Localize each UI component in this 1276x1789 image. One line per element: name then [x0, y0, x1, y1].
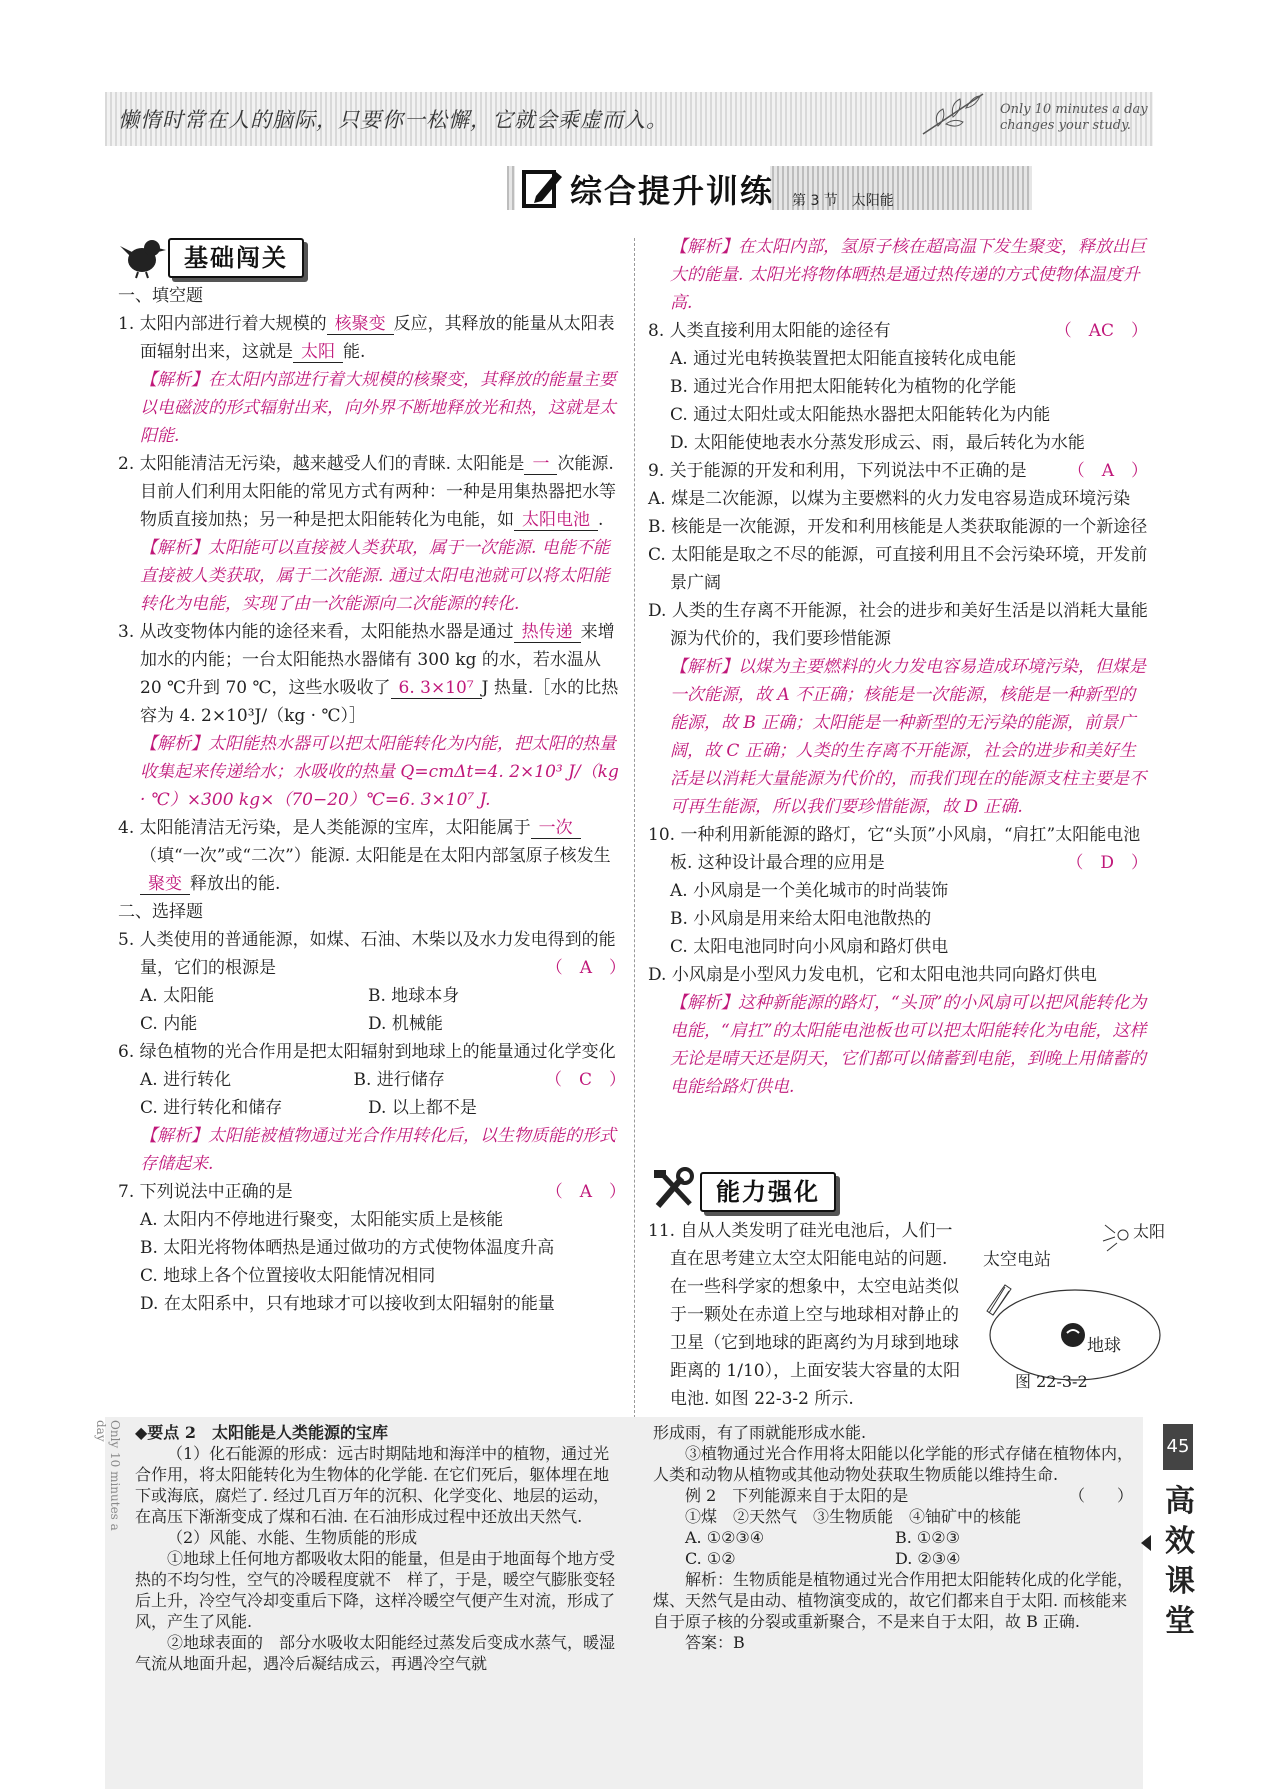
- question-8: 8. 人类直接利用太阳能的途径有 （ AC ）: [648, 317, 1148, 345]
- q7-option-c: C. 地球上各个位置接收太阳能情况相同: [140, 1266, 436, 1286]
- q8-option-d: D. 太阳能使地表水分蒸发形成云、雨，最后转化为水能: [670, 433, 1085, 453]
- label-sun: 太阳: [1133, 1222, 1166, 1241]
- q7-answer: （ A ）: [545, 1182, 626, 1202]
- q8-option-a: A. 通过光电转换装置把太阳能直接转化成电能: [670, 349, 1017, 369]
- question-1: 1. 太阳内部进行着大规模的 核聚变 反应，其释放的能量从太阳表面辐射出来，这就是 太阳 能.: [118, 314, 615, 362]
- q5-option-b: B. 地球本身: [368, 986, 460, 1006]
- point-title: ◆要点 2 太阳能是人类能源的宝库: [135, 1423, 389, 1442]
- label-earth: 地球: [1087, 1336, 1121, 1356]
- side-label-char-2: 效: [1165, 1524, 1195, 1559]
- header-english-slogan: [1000, 102, 1148, 134]
- ability-banner: [652, 1172, 892, 1210]
- side-label-char-4: 堂: [1165, 1604, 1195, 1639]
- q10-option-d: D. 小风扇是小型风力发电机，它和太阳电池共同向路灯供电: [648, 965, 1097, 985]
- question-3: 3. 从改变物体内能的途径来看，太阳能热水器是通过 热传递 来增加水的内能；一台太阳能热水器储有 300 kg 的水，若水温从 20 ℃升到 70 ℃，这些水吸收了 6. 3×10⁷ J 热量.［水的比热容为 4. 2×10³J/（kg · ℃）］: [118, 622, 619, 726]
- q6-option-d: D. 以上都不是: [368, 1098, 477, 1118]
- page-title: 综合提升训练: [570, 172, 775, 210]
- point-para-1: （1）化石能源的形成：远古时期陆地和海洋中的植物，通过光合作用，将太阳能转化为生物体的化学能. 在它们死后，躯体埋在地下或海底，腐烂了. 经过几百万年的沉积、化学变化、地层的运动，在高压下渐渐变成了煤和石油. 在石油形成过程中还放出天然气.: [135, 1444, 610, 1526]
- column-divider: [634, 238, 635, 1418]
- question-4: 4. 太阳能清洁无污染，是人类能源的宝库，太阳能属于 一次（填“一次”或“二次”）能源. 太阳能是在太阳内部氢原子核发生聚变 释放出的能.: [118, 818, 611, 894]
- basic-banner-label: 基础闯关: [168, 238, 304, 278]
- q6-option-a: A. 进行转化: [140, 1070, 232, 1090]
- point-para-2: （2）风能、水能、生物质能的形成: [167, 1528, 418, 1547]
- q10-option-a: A. 小风扇是一个美化城市的时尚装饰: [670, 881, 949, 901]
- q6-option-c: C. 进行转化和储存: [140, 1098, 283, 1118]
- q4-answer-1: 一次: [531, 818, 581, 839]
- point-para-4: ②地球表面的 部分水吸收太阳能经过蒸发后变成水蒸气，暖湿气流从地面升起，遇冷后凝结成云，再遇冷空气就: [135, 1633, 616, 1673]
- q6-option-b: B. 进行储存: [353, 1070, 445, 1090]
- question-11-block: [648, 1217, 968, 1413]
- question-10: 10. 一种利用新能源的路灯，它“头顶”小风扇，“肩扛”太阳能电池板. 这种设计最合理的应用是 （ D ）: [648, 821, 1148, 877]
- q5-option-a: A. 太阳能: [140, 986, 215, 1006]
- q1-answer-2: 太阳: [293, 342, 343, 363]
- q9-answer: （ A ）: [1067, 461, 1148, 481]
- q9-option-a: A. 煤是二次能源，以煤为主要燃料的火力发电容易造成环境污染: [648, 489, 1131, 509]
- choice-heading: 二、选择题: [118, 902, 203, 922]
- side-english-text: Only 10 minutes a day: [94, 1420, 122, 1531]
- pencil-icon: [520, 166, 564, 210]
- q5-options-row-1: [118, 982, 626, 1010]
- question-6: 6. 绿色植物的光合作用是把太阳辐射到地球上的能量通过化学变化 （ C ）: [118, 1038, 626, 1066]
- figure-space-station: [975, 1215, 1166, 1391]
- side-label-char-1: 高: [1165, 1484, 1195, 1519]
- sun-icon: [1103, 1225, 1128, 1251]
- q4-answer-2: 聚变: [140, 874, 190, 895]
- example-option-b: B. ①②③: [895, 1528, 960, 1547]
- q8-answer: （ AC ）: [1054, 321, 1148, 341]
- triangle-pointer-icon: [1141, 1535, 1151, 1551]
- bird-icon: [120, 234, 166, 278]
- example-paren: （ ）: [1068, 1486, 1133, 1505]
- example-option-d: D. ②③④: [895, 1549, 961, 1568]
- space-station-icon: [987, 1285, 1011, 1315]
- side-label-char-3: 课: [1165, 1564, 1195, 1599]
- section-subtitle: 第 3 节 太阳能: [792, 193, 894, 209]
- q7-option-b: B. 太阳光将物体晒热是通过做功的方式使物体温度升高: [140, 1238, 555, 1258]
- q7-option-d: D. 在太阳系中，只有地球才可以接收到太阳辐射的能量: [140, 1294, 555, 1314]
- q6-options-row-1: [118, 1066, 567, 1094]
- slogan-line-2: changes your study.: [1000, 118, 1131, 133]
- example-option-a: A. ①②③④: [685, 1528, 765, 1547]
- q9-option-d: D. 人类的生存离不开能源，社会的进步和美好生活是以消耗大量能源为代价的，我们要珍惜能源: [648, 601, 1148, 649]
- slogan-line-1: Only 10 minutes a day: [1000, 102, 1148, 117]
- q7-option-a: A. 太阳内不停地进行聚变，太阳能实质上是核能: [140, 1210, 504, 1230]
- q10-option-b: B. 小风扇是用来给太阳电池散热的: [670, 909, 932, 929]
- q9-option-c: C. 太阳能是取之不尽的能源，可直接利用且不会污染环境，开发前景广阔: [648, 545, 1148, 593]
- question-5: 5. 人类使用的普通能源，如煤、石油、木柴以及水力发电得到的能量，它们的根源是 （ A ）: [118, 926, 626, 982]
- q8-option-c: C. 通过太阳灶或太阳能热水器把太阳能转化为内能: [670, 405, 1051, 425]
- example-analysis: 解析：生物质能是植物通过光合作用把太阳能转化成的化学能，煤、天然气是由动、植物演变成的，故它们都来自于太阳. 而核能来自于原子核的分裂或重新聚合，不是来自于太阳，故 B 正确.: [653, 1570, 1134, 1631]
- q9-option-b: B. 核能是一次能源，开发和利用核能是人类获取能源的一个新途径: [648, 517, 1148, 537]
- question-7: 7. 下列说法中正确的是 （ A ）: [118, 1178, 626, 1206]
- page-number: 45: [1163, 1424, 1193, 1470]
- fill-in-heading: 一、填空题: [118, 286, 203, 306]
- q10-option-c: C. 太阳电池同时向小风扇和路灯供电: [670, 937, 949, 957]
- q9-analysis: 【解析】以煤为主要燃料的火力发电容易造成环境污染，但煤是一次能源，故 A 不正确；核能是一次能源，核能是一种新型的能源，故 B 正确；太阳能是一种新型的无污染的能源，前景广阔，故 C 正确；人类的生存离不开能源，社会的进步和美好生活是以消耗大量能源为代价的，而我们现在的能源支柱主要是不可再生能源，所以我们要珍惜能源，故 D 正确.: [670, 657, 1146, 817]
- q6-analysis: 【解析】太阳能被植物通过光合作用转化后，以生物质能的形式存储起来.: [140, 1126, 616, 1174]
- figure-caption: 图 22-3-2: [1015, 1372, 1088, 1391]
- example-question: 例 2 下列能源来自于太阳的是 （ ）: [685, 1486, 1133, 1505]
- earth-icon: [1061, 1323, 1085, 1347]
- q1-analysis: 【解析】在太阳内部进行着大规模的核聚变，其释放的能量主要以电磁波的形式辐射出来，向外界不断地释放光和热，这就是太阳能.: [140, 370, 616, 446]
- q5-option-d: D. 机械能: [368, 1014, 443, 1034]
- q6-answer: （ C ）: [544, 1070, 626, 1090]
- header-motto: 懒惰时常在人的脑际，只要你一松懈，它就会乘虚而入。: [118, 108, 668, 132]
- q3-answer-2: 6. 3×10⁷: [391, 678, 482, 699]
- q10-analysis: 【解析】这种新能源的路灯，“头顶”的小风扇可以把风能转化为电能，“肩扛”的太阳能电池板也可以把太阳能转化为电能，这样无论是晴天还是阴天，它们都可以储蓄到电能，到晚上用储蓄的电能给路灯供电.: [670, 993, 1147, 1097]
- q2-answer-1: 一: [524, 454, 557, 475]
- example-answer: 答案：B: [685, 1633, 745, 1652]
- bottom-left-text: [135, 1422, 625, 1674]
- label-space-station: 太空电站: [983, 1250, 1051, 1270]
- q3-answer-1: 热传递: [514, 622, 581, 643]
- q2-answer-2: 太阳电池: [514, 510, 598, 531]
- q8-option-b: B. 通过光合作用把太阳能转化为植物的化学能: [670, 377, 1017, 397]
- q3-analysis: 【解析】太阳能热水器可以把太阳能转化为内能，把太阳的热量收集起来传递给水；水吸收的热量 Q=cmΔt=4. 2×10³ J/（kg · ℃）×300 kg×（70−20）℃=6. 3×10⁷ J.: [140, 734, 619, 810]
- left-column: [118, 282, 626, 1318]
- question-11: 11. 自从人类发明了硅光电池后，人们一直在思考建立太空太阳能电站的问题. 在一些科学家的想象中，太空电站类似于一颗处在赤道上空与地球相对静止的卫星（它到地球的距离约为月球到地球距离的 1/10），上面安装大容量的太阳电池. 如图 22-3-2 所示.: [648, 1221, 961, 1409]
- point-para-5: 形成雨，有了雨就能形成水能.: [653, 1423, 867, 1442]
- question-2: 2. 太阳能清洁无污染，越来越受人们的青睐. 太阳能是 一 次能源. 目前人们利用太阳能的常见方式有两种：一种是用集热器把水等物质直接加热；另一种是把太阳能转化为电能，如 太阳电池 .: [118, 454, 616, 530]
- bottom-right-text: [653, 1422, 1133, 1653]
- ability-banner-label: 能力强化: [700, 1172, 836, 1212]
- q7-analysis: 【解析】在太阳内部，氢原子核在超高温下发生聚变，释放出巨大的能量. 太阳光将物体晒热是通过热传递的方式使物体温度升高.: [670, 237, 1146, 313]
- point-para-3: ①地球上任何地方都吸收太阳的能量，但是由于地面每个地方受热的不均匀性，空气的冷暖程度就不 样了，于是，暖空气膨胀变轻后上升，冷空气冷却变重后下降，这样冷暖空气便产生对流，形成了风，产生了风能.: [135, 1549, 616, 1631]
- q10-answer: （ D ）: [1066, 853, 1148, 873]
- example-items: ①煤 ②天然气 ③生物质能 ④铀矿中的核能: [685, 1507, 1022, 1526]
- q6-options-row-2: [118, 1094, 626, 1122]
- q5-answer: （ A ）: [545, 958, 626, 978]
- q5-option-c: C. 内能: [140, 1014, 198, 1034]
- example-options-row-1: [653, 1527, 1133, 1548]
- side-label: [1160, 1482, 1200, 1642]
- q2-analysis: 【解析】太阳能可以直接被人类获取，属于一次能源. 电能不能直接被人类获取，属于二次能源. 通过太阳电池就可以将太阳能转化为电能，实现了由一次能源向二次能源的转化.: [140, 538, 610, 614]
- question-9: 9. 关于能源的开发和利用，下列说法中不正确的是 （ A ）: [648, 457, 1148, 485]
- right-column: [648, 233, 1148, 1101]
- q1-answer-1: 核聚变: [327, 314, 394, 335]
- point-para-6: ③植物通过光合作用将太阳能以化学能的形式存储在植物体内，人类和动物从植物或其他动物处获取生物质能以维持生命.: [653, 1444, 1134, 1484]
- basic-banner: [120, 238, 320, 276]
- example-option-c: C. ①②: [685, 1549, 736, 1568]
- tools-icon: [652, 1168, 698, 1212]
- leaf-decoration-icon: [918, 84, 988, 144]
- example-options-row-2: [653, 1548, 1133, 1569]
- q5-options-row-2: [118, 1010, 626, 1038]
